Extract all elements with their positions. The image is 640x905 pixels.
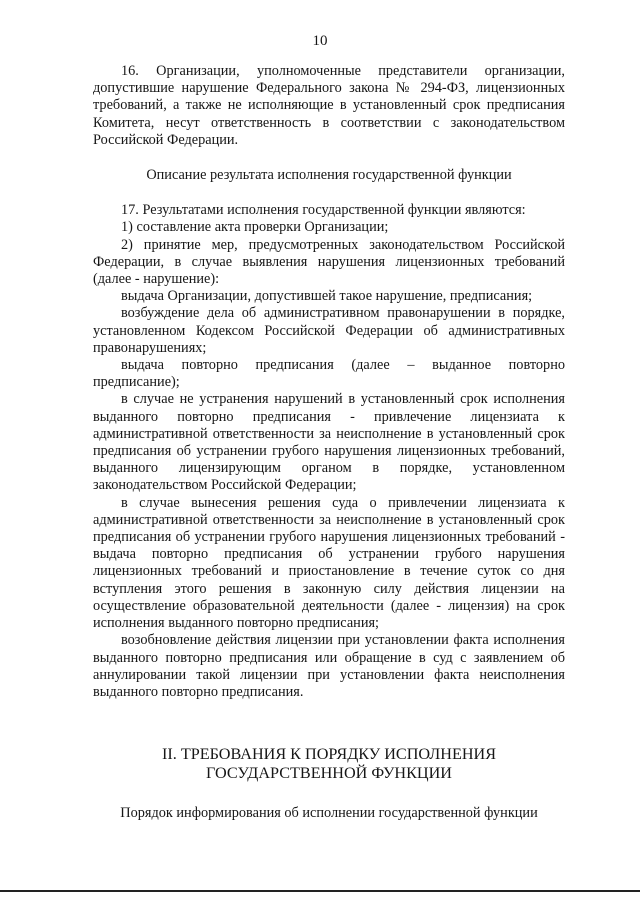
result-item: в случае не устранения нарушений в установленный срок исполнения выданного повторно предписания - привлечение лицензиата к административной ответственности за неисполнение в установленный срок предписания об устранении грубого нарушения лицензионных требований, выданного лицензирующим органом в порядке, установленном законодательством Российской Федерации; [93, 391, 565, 494]
result-item: 2) принятие мер, предусмотренных законодательством Российской Федерации, в случае выявления нарушения лицензионных требований (далее - нарушение): [93, 236, 565, 288]
result-item: выдача повторно предписания (далее – выданное повторно предписание); [93, 357, 565, 391]
result-item: выдача Организации, допустившей такое нарушение, предписания; [121, 288, 533, 305]
result-item: 17. Результатами исполнения государственной функции являются: [121, 202, 526, 219]
page-number: 10 [312, 33, 328, 49]
result-item: возобновление действия лицензии при установлении факта исполнения выданного повторно предписания или обращение в суд с заявлением об аннулировании такой лицензии при установлении факта неисполнения выданного повторно предписания. [93, 632, 565, 700]
result-item: в случае вынесения решения суда о привлечении лицензиата к административной ответственности за неисполнение в установленный срок предписания об устранении грубого нарушения лицензионных требований - выдача повторно предписания об устранении грубого нарушения лицензионных требований и приостановление в течение суток со дня вступления этого решения в законную силу действия лицензии на осуществление образовательной деятельности (далее - лицензия) на срок исполнения выданного повторно предписания; [93, 494, 565, 632]
bottom-rule [0, 890, 640, 892]
document-body [93, 63, 565, 822]
result-item: 1) составление акта проверки Организации; [121, 219, 389, 236]
result-heading: Описание результата исполнения государственной функции [146, 167, 512, 184]
section-title: II. ТРЕБОВАНИЯ К ПОРЯДКУ ИСПОЛНЕНИЯ ГОСУДАРСТВЕННОЙ ФУНКЦИИ [161, 745, 497, 783]
paragraph-16: 16. Организации, уполномоченные представители организации, допустившие нарушение Федерального закона № 294-ФЗ, лицензионных требований, а также не исполняющие в установленный срок предписания Комитета, несут ответственность в соответствии с законодательством Российской Федерации. [93, 63, 565, 148]
result-item: возбуждение дела об административном правонарушении в порядке, установленном Кодексом Российской Федерации об административных правонарушениях; [93, 305, 565, 356]
subheading: Порядок информирования об исполнении государственной функции [120, 805, 538, 822]
